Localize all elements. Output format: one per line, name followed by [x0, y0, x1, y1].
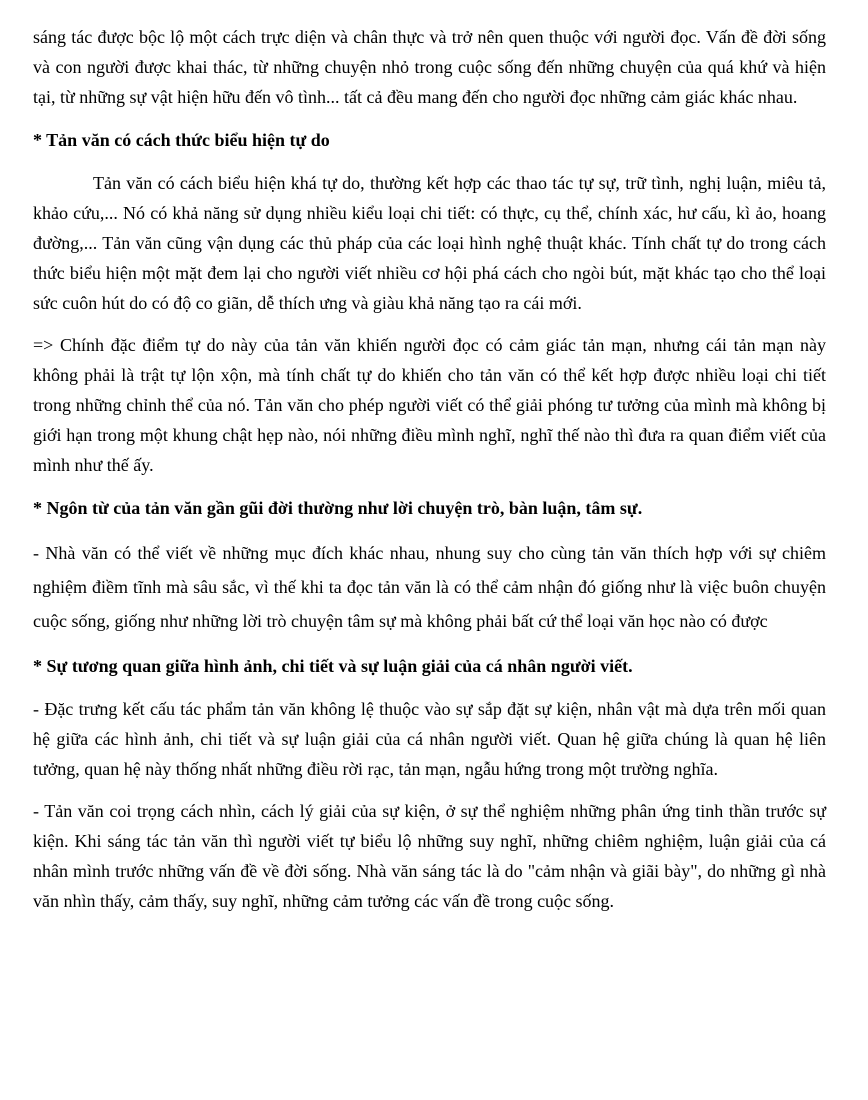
paragraph-structure: - Đặc trưng kết cấu tác phẩm tản văn không lệ thuộc vào sự sắp đặt sự kiện, nhân vật mà dựa trên mối quan hệ giữa các hình ảnh, chi tiết và sự luận giải của cá nhân người viết. Quan hệ giữa chúng là quan hệ liên tưởng, quan hệ này thống nhất những điều rời rạc, tản mạn, ngẫu hứng trong một trường nghĩa.: [33, 699, 826, 779]
paragraph-conclusion: => Chính đặc điểm tự do này của tản văn khiến người đọc có cảm giác tản mạn, nhưng cái tản mạn này không phải là trật tự lộn xộn, mà tính chất tự do khiến cho tản văn có thể kết hợp được nhiều loại chi tiết trong những chỉnh thể của nó. Tản văn cho phép người viết có thể giải phóng tư tưởng của mình mà không bị giới hạn trong một khung chật hẹp nào, nói những điều mình nghĩ, nghĩ thế nào thì đưa ra quan điểm viết của mình như thế ấy.: [33, 335, 826, 475]
paragraph-language: - Nhà văn có thể viết về những mục đích khác nhau, nhung suy cho cùng tản văn thích hợp với sự chiêm nghiệm điềm tĩnh mà sâu sắc, vì thế khi ta đọc tản văn là có thể cảm nhận đó giống như là việc buôn chuyện cuộc sống, giống như những lời trò chuyện tâm sự mà không phải bất cứ thể loại văn học nào có được: [33, 543, 826, 631]
heading-free-expression: * Tản văn có cách thức biểu hiện tự do: [33, 130, 330, 150]
heading-correlation: * Sự tương quan giữa hình ảnh, chi tiết và sự luận giải của cá nhân người viết.: [33, 656, 633, 676]
paragraph-intro: sáng tác được bộc lộ một cách trực diện và chân thực và trở nên quen thuộc với người đọc. Vấn đề đời sống và con người được khai thác, từ những chuyện nhỏ trong cuộc sống đến những chuyện của quá khứ và hiện tại, từ những sự vật hiện hữu đến vô tình... tất cả đều mang đến cho người đọc những cảm giác khác nhau.: [33, 27, 826, 107]
paragraph-perspective: - Tản văn coi trọng cách nhìn, cách lý giải của sự kiện, ở sự thể nghiệm những phân ứng tinh thần trước sự kiện. Khi sáng tác tản văn thì người viết tự biểu lộ những suy nghĩ, những chiêm nghiệm, luận giải của cá nhân mình trước những vấn đề về đời sống. Nhà văn sáng tác là do "cảm nhận và giãi bày", do những gì nhà văn nhìn thấy, cảm thấy, suy nghĩ, những cảm tưởng các vấn đề trong cuộc sống.: [33, 801, 826, 911]
paragraph-free-expression: Tản văn có cách biểu hiện khá tự do, thường kết hợp các thao tác tự sự, trữ tình, nghị luận, miêu tả, khảo cứu,... Nó có khả năng sử dụng nhiều kiểu loại chi tiết: có thực, cụ thể, chính xác, hư cấu, kì ảo, hoang đường,... Tản văn cũng vận dụng các thủ pháp của các loại hình nghệ thuật khác. Tính chất tự do trong cách thức biểu hiện một mặt đem lại cho người viết nhiều cơ hội phá cách cho ngòi bút, mặt khác tạo cho thể loại sức cuôn hút do có độ co giãn, dễ thích ưng và giàu khả năng tạo ra cái mới.: [33, 173, 826, 313]
heading-language: * Ngôn từ của tản văn gần gũi đời thường như lời chuyện trò, bàn luận, tâm sự.: [33, 498, 643, 518]
